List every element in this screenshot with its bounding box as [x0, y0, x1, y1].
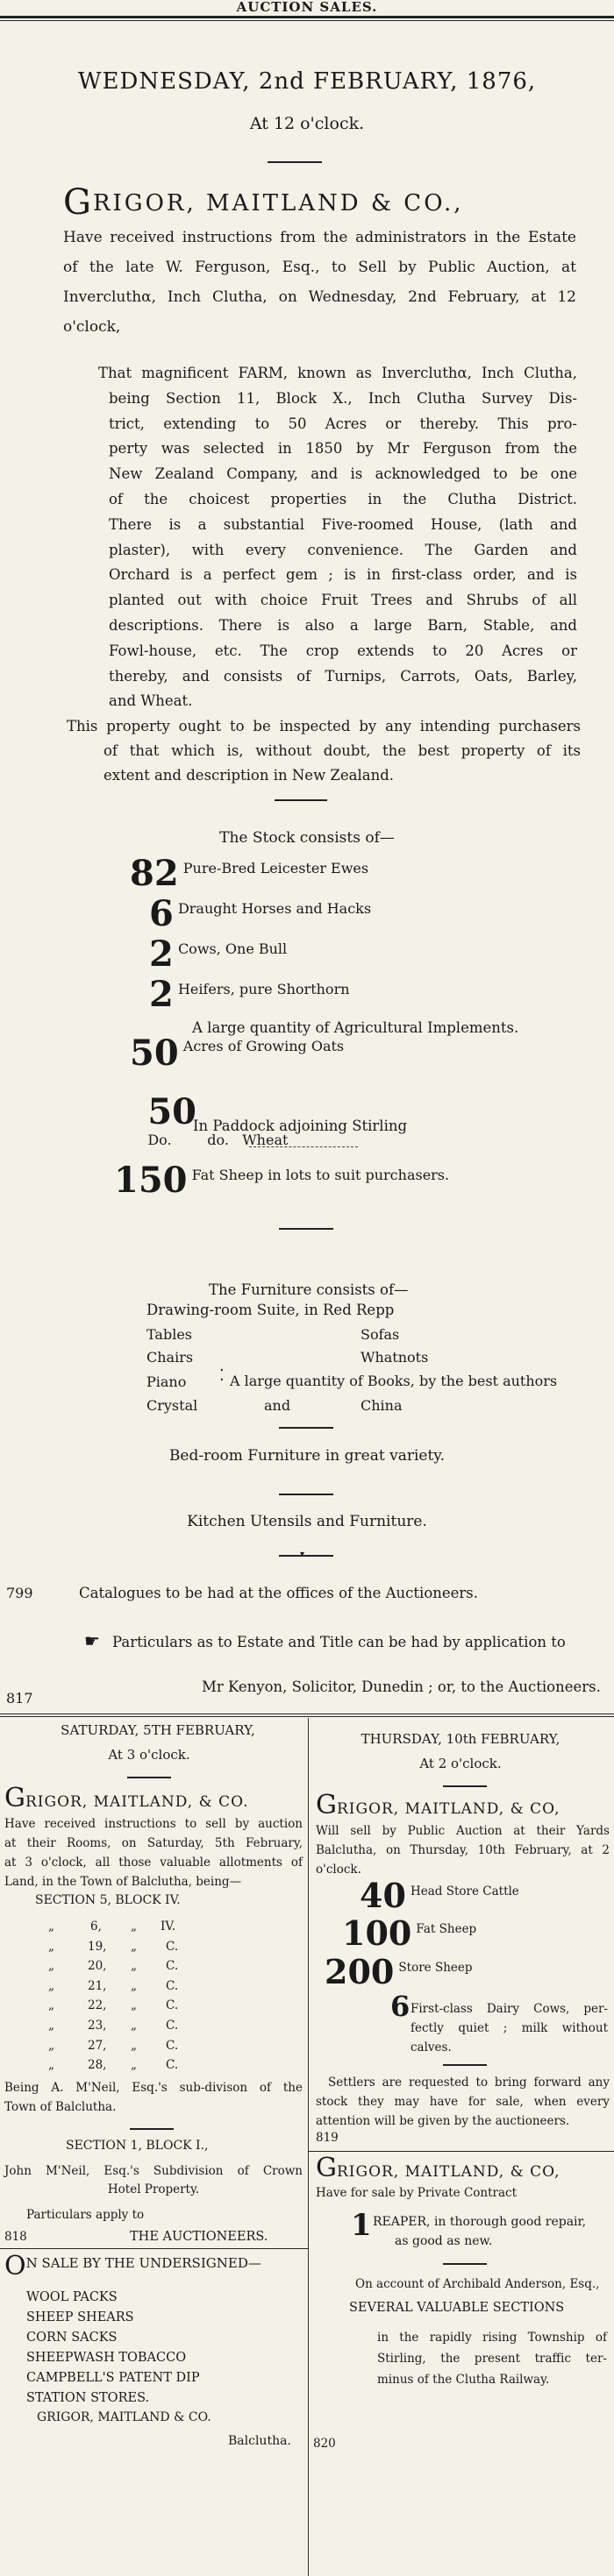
- reaper-qty: 1: [351, 2208, 372, 2243]
- section-list: [48, 1917, 224, 2076]
- ref-number: 817: [6, 1690, 33, 1707]
- divider: [275, 799, 327, 801]
- property-line: descriptions. There is also a large Barn, Stable, and: [109, 616, 577, 634]
- section-heading: SECTION 5, BLOCK IV.: [35, 1893, 181, 1907]
- block-code: IV.: [161, 1920, 176, 1934]
- pointing-hand-icon: ☛: [84, 1630, 100, 1651]
- stock-qty: 82: [130, 853, 179, 894]
- ditto-mark: „: [131, 1978, 137, 1993]
- header-rule: [0, 16, 614, 18]
- stock-desc: Pure-Bred Leicester Ewes: [182, 860, 369, 876]
- bedroom-line: Bed-room Furniture in great variety.: [168, 1447, 446, 1465]
- left-company: [4, 1785, 303, 1812]
- property-line: planted out with choice Fruit Trees and Shrubs of all: [109, 592, 577, 609]
- ref-number: 820: [313, 2437, 336, 2451]
- stock-qty: 6: [390, 1990, 411, 2023]
- stock-qty: 100: [342, 1913, 412, 1953]
- company-name: RIGOR, MAITLAND, & CO,: [336, 2163, 560, 2181]
- main-company: [63, 182, 554, 223]
- ditto-mark: „: [131, 2058, 137, 2073]
- company-dropcap: G: [63, 182, 91, 223]
- property-line: being Section 11, Block X., Inch Clutha Survey Dis-: [109, 389, 577, 407]
- account-line: On account of Archibald Anderson, Esq.,: [355, 2277, 600, 2291]
- furniture-line: Drawing-room Suite, in Red Repp: [146, 1302, 395, 1318]
- intro-line: Have received instructions from the administrators in the Estate: [63, 229, 576, 246]
- intro-line: Have received instructions to sell by auction: [4, 1817, 303, 1831]
- cows-line: First-class Dairy Cows, per-: [411, 2002, 608, 2016]
- ad-rule: [308, 2151, 614, 2152]
- reaper-line: REAPER, in thorough good repair,: [373, 2215, 587, 2229]
- company-name: RIGOR, MAITLAND & CO.,: [92, 190, 464, 216]
- ditto-mark: „: [131, 1939, 137, 1954]
- sale-item: SHEEP SHEARS: [26, 2310, 134, 2324]
- furniture-item: Chairs: [146, 1349, 194, 1366]
- section-row: [48, 2016, 224, 2036]
- company-dropcap: G: [316, 1790, 337, 1820]
- paddock: In Paddock adjoining Stirling: [193, 1118, 408, 1134]
- sale-dropcap: O: [4, 2251, 26, 2281]
- stock-heading: The Stock consists of—: [219, 829, 395, 847]
- ditto-mark: „: [131, 2018, 137, 2033]
- left-date: SATURDAY, 5TH FEBRUARY,: [61, 1722, 255, 1738]
- furniture-item: China: [361, 1397, 403, 1414]
- right-company-2: [316, 2155, 610, 2182]
- ditto-mark: „: [131, 1959, 137, 1974]
- section-row: [48, 1996, 224, 2016]
- property-line: That magnificent FARM, known as Invercluthα, Inch Clutha,: [98, 365, 577, 381]
- property-line: of the choicest properties in the Clutha District.: [109, 490, 577, 507]
- property-line: and Wheat.: [109, 692, 193, 710]
- header-rule-thin: [0, 20, 614, 21]
- ditto-mark: „: [48, 1920, 54, 1934]
- right-intro: [316, 1821, 610, 1879]
- section-number: 19,: [88, 1939, 107, 1954]
- right-company: [316, 1792, 610, 1819]
- furniture-item: Piano: [146, 1373, 187, 1390]
- divider: [443, 1785, 487, 1787]
- ref-number: 819: [316, 2131, 339, 2145]
- property-line: perty was selected in 1850 by Mr Ferguson from the: [109, 440, 577, 458]
- block-code: C.: [166, 1939, 179, 1954]
- stock-item: [342, 1913, 605, 1953]
- stock-qty: 6: [149, 893, 174, 934]
- ditto-mark: „: [48, 2038, 54, 2053]
- cows-line: calves.: [411, 2040, 452, 2054]
- settlers-line: attention will be given by the auctioneers.: [316, 2114, 570, 2128]
- intro-line: Balclutha, on Thursday, 10th February, at 2: [316, 1843, 610, 1857]
- divider: [279, 1228, 333, 1230]
- sections-heading: SEVERAL VALUABLE SECTIONS: [349, 2301, 565, 2315]
- section-row: [48, 2036, 224, 2056]
- kitchen-line: Kitchen Utensils and Furniture.: [187, 1513, 427, 1530]
- furniture-item: Crystal: [146, 1397, 198, 1414]
- ref-number: 818: [4, 2230, 27, 2244]
- right-date: THURSDAY, 10th FEBRUARY,: [361, 1731, 560, 1747]
- intro-line: at 3 o'clock, all those valuable allotments of: [4, 1856, 303, 1870]
- intro-line: Will sell by Public Auction at their Yards: [316, 1824, 610, 1838]
- block-code: C.: [166, 2058, 179, 2073]
- section-row: [48, 2055, 224, 2076]
- main-intro: [63, 223, 576, 342]
- ad-rule: [0, 2248, 308, 2249]
- sections-line: Stirling, the present traffic ter-: [377, 2352, 607, 2366]
- inspect-line: of that which is, without doubt, the best property of its: [104, 742, 581, 759]
- divider: [443, 2064, 487, 2066]
- section-row: [48, 1956, 224, 1976]
- ditto-mark: „: [48, 1978, 54, 1993]
- stock-item: [360, 1878, 605, 1913]
- stock-qty: 150: [114, 1160, 188, 1201]
- inspect-line: This property ought to be inspected by any intending purchasers: [67, 718, 581, 734]
- property-line: trict, extending to 50 Acres or thereby. This pro-: [109, 415, 577, 432]
- on-sale-heading: [4, 2253, 303, 2281]
- settlers-note: [316, 2073, 610, 2131]
- stock-desc: Do. do. Wheat: [147, 1132, 289, 1148]
- apply-line: Particulars apply to: [26, 2208, 145, 2222]
- stock-qty: 50: [147, 1091, 197, 1132]
- divider: [279, 1555, 333, 1557]
- john-line: John M'Neil, Esq.'s Subdivision of Crown: [4, 2164, 303, 2178]
- settlers-line: Settlers are requested to bring forward any: [328, 2076, 610, 2090]
- stock-item: [149, 895, 570, 933]
- block-code: C.: [166, 1978, 179, 1993]
- sale-item: CAMPBELL'S PATENT DIP: [26, 2371, 200, 2385]
- block-code: C.: [166, 2018, 179, 2033]
- sale-heading-text: N SALE BY THE UNDERSIGNED—: [25, 2255, 261, 2271]
- section-number: 22,: [88, 1998, 107, 2013]
- auctioneers-line: THE AUCTIONEERS.: [130, 2230, 268, 2244]
- intro-line: Invercluthα, Inch Clutha, on Wednesday, 2nd February, at 12: [63, 288, 576, 306]
- property-line: There is a substantial Five-roomed House, (lath and: [109, 515, 577, 533]
- ditto-mark: „: [131, 2038, 137, 2053]
- ditto-mark: „: [131, 1998, 137, 2013]
- section-number: 27,: [88, 2038, 107, 2053]
- stock-desc: Fat Sheep: [416, 1922, 477, 1936]
- intro-line: o'clock.: [316, 1863, 361, 1877]
- stock-item: [325, 1952, 605, 1991]
- divider: [279, 1494, 333, 1495]
- section-rule: [0, 1716, 614, 1717]
- ditto-mark: „: [48, 2058, 54, 2073]
- section-number: 20,: [88, 1959, 107, 1974]
- john-line: Hotel Property.: [107, 2182, 200, 2196]
- company-dropcap: G: [316, 2153, 337, 2183]
- section-heading: SECTION 1, BLOCK I.,: [66, 2139, 209, 2153]
- intro-line: at their Rooms, on Saturday, 5th February,: [4, 1836, 303, 1850]
- block-code: C.: [166, 1998, 179, 2013]
- inspect-note: [67, 714, 581, 788]
- sections-line: minus of the Clutha Railway.: [377, 2373, 550, 2387]
- being-note: [4, 2078, 303, 2117]
- stock-desc: Cows, One Bull: [177, 940, 288, 957]
- particulars-line: Particulars as to Estate and Title can be had by application to: [112, 1634, 566, 1650]
- section-row: [48, 1937, 224, 1957]
- block-code: C.: [166, 2038, 179, 2053]
- ditto-mark: „: [48, 1998, 54, 2013]
- stock-item: [149, 976, 570, 1014]
- section-header: AUCTION SALES.: [236, 0, 378, 15]
- sale-item: STATION STORES.: [26, 2391, 150, 2405]
- furniture-item: Whatnots: [361, 1349, 429, 1366]
- section-number: 28,: [88, 2058, 107, 2073]
- intro-line: Land, in the Town of Balclutha, being—: [4, 1875, 242, 1889]
- property-line: New Zealand Company, and is acknowledged to be one: [109, 465, 577, 483]
- inspect-line: extent and description in New Zealand.: [104, 767, 395, 784]
- catalogues-line: Catalogues to be had at the offices of the Auctioneers.: [79, 1585, 479, 1601]
- brace-mark: ⁚: [219, 1366, 225, 1385]
- divider-mark: ▾: [300, 1550, 305, 1559]
- divider: [279, 1427, 333, 1429]
- stock-item: [130, 1034, 568, 1073]
- sale-item: SHEEPWASH TOBACCO: [26, 2351, 187, 2365]
- and-word: and: [264, 1397, 291, 1414]
- cows-desc: [411, 1999, 608, 2057]
- ditto-mark: „: [48, 1959, 54, 1974]
- stock-item: [130, 855, 568, 893]
- ditto-mark: „: [48, 1939, 54, 1954]
- section-number: 23,: [88, 2018, 107, 2033]
- furniture-item: Tables: [146, 1326, 193, 1343]
- sale-items: [26, 2288, 200, 2409]
- section-row: [48, 1917, 224, 1937]
- sale-item: CORN SACKS: [26, 2331, 118, 2345]
- company-dropcap: G: [4, 1783, 25, 1813]
- being-line: Town of Balclutha.: [4, 2100, 117, 2114]
- settlers-line: stock they may have for sale, when every: [316, 2095, 610, 2109]
- stock-desc: Heifers, pure Shorthorn: [177, 981, 350, 997]
- block-code: C.: [166, 1959, 179, 1974]
- sections-desc: [377, 2327, 607, 2390]
- sections-line: in the rapidly rising Township of: [377, 2331, 607, 2345]
- stock-qty: 200: [325, 1952, 395, 1991]
- particulars-line: Mr Kenyon, Solicitor, Dunedin ; or, to the Auctioneers.: [202, 1678, 601, 1695]
- stock-desc: Draught Horses and Hacks: [177, 900, 372, 917]
- property-line: thereby, and consists of Turnips, Carrots, Oats, Barley,: [109, 667, 577, 685]
- property-line: plaster), with every convenience. The Garden and: [109, 541, 577, 558]
- books-line: A large quantity of Books, by the best authors: [230, 1373, 558, 1389]
- stock-desc: Fat Sheep in lots to suit purchasers.: [191, 1167, 450, 1183]
- reaper-line: as good as new.: [395, 2234, 493, 2248]
- divider: [127, 1777, 171, 1778]
- section-number: 6,: [90, 1920, 102, 1934]
- stock-desc: Head Store Cattle: [410, 1884, 519, 1898]
- stock-qty: 2: [149, 974, 174, 1015]
- implements: A large quantity of Agricultural Implements.: [192, 1019, 519, 1036]
- stock-desc: Store Sheep: [398, 1961, 473, 1975]
- private-line: Have for sale by Private Contract: [316, 2186, 518, 2200]
- section-number: 21,: [88, 1978, 107, 1993]
- stock-qty: 40: [360, 1876, 406, 1915]
- stock-item: [114, 1161, 570, 1200]
- ditto-mark: „: [48, 2018, 54, 2033]
- signature: GRIGOR, MAITLAND & CO.: [37, 2410, 211, 2424]
- right-time: At 2 o'clock.: [419, 1756, 502, 1771]
- john-note: [4, 2162, 303, 2199]
- divider: [443, 2263, 487, 2265]
- column-rule: [308, 1718, 309, 2576]
- left-intro: [4, 1814, 303, 1891]
- dotted-divider: [249, 1146, 358, 1147]
- divider: [130, 2128, 174, 2130]
- intro-line: o'clock,: [63, 318, 121, 336]
- stock-item: [149, 935, 570, 974]
- furniture-heading: The Furniture consists of—: [209, 1281, 409, 1298]
- section-row: [48, 1976, 224, 1997]
- furniture-item: Sofas: [361, 1326, 400, 1343]
- ref-number: 799: [6, 1585, 33, 1601]
- main-date: WEDNESDAY, 2nd FEBRUARY, 1876,: [77, 68, 537, 95]
- stock-desc: Acres of Growing Oats: [182, 1038, 345, 1054]
- being-line: Being A. M'Neil, Esq.'s sub-divison of the: [4, 2081, 303, 2095]
- property-line: Orchard is a perfect gem ; is in first-class order, and is: [109, 566, 577, 584]
- ditto-mark: „: [131, 1920, 137, 1934]
- left-time: At 3 o'clock.: [108, 1747, 190, 1763]
- stock-qty: 2: [149, 933, 174, 975]
- divider: [268, 161, 322, 163]
- property-description: [98, 361, 577, 714]
- main-time: At 12 o'clock.: [249, 114, 365, 133]
- cows-line: fectly quiet ; milk without: [411, 2021, 608, 2035]
- company-name: RIGOR, MAITLAND, & CO.: [25, 1793, 249, 1811]
- sale-item: WOOL PACKS: [26, 2290, 118, 2304]
- place: Balclutha.: [228, 2434, 291, 2448]
- company-name: RIGOR, MAITLAND, & CO,: [336, 1800, 560, 1818]
- stock-qty: 50: [130, 1033, 179, 1074]
- intro-line: of the late W. Ferguson, Esq., to Sell by Public Auction, at: [63, 259, 576, 276]
- property-line: Fowl-house, etc. The crop extends to 20 Acres or: [109, 642, 577, 659]
